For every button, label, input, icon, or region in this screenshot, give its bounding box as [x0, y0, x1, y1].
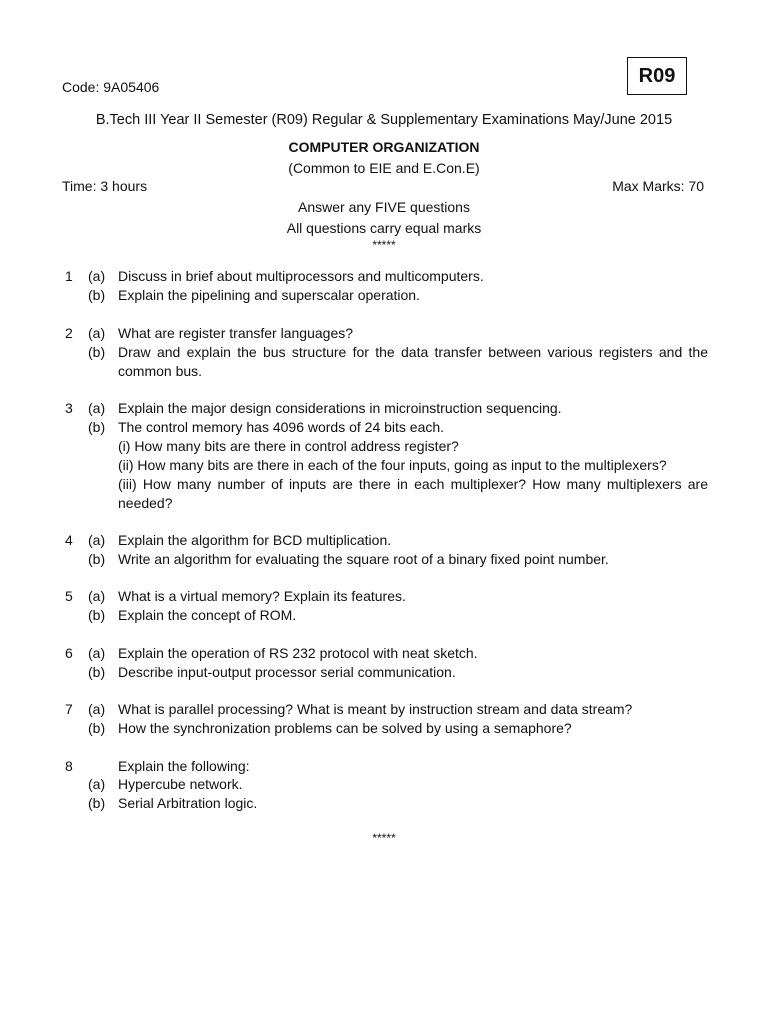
question-number: 6	[65, 645, 73, 661]
question-part-label: (b)	[88, 607, 106, 623]
sub-question-iii-continued: needed?	[118, 495, 173, 511]
question-number: 1	[65, 268, 73, 284]
question-text: Explain the algorithm for BCD multiplication.	[118, 532, 392, 548]
question-part-label: (b)	[88, 795, 106, 811]
instruction-answer-five: Answer any FIVE questions	[298, 199, 470, 215]
question-part-label: (a)	[88, 400, 106, 416]
question-part-label: (a)	[88, 645, 106, 661]
question-text: Serial Arbitration logic.	[118, 795, 258, 811]
subject-title: COMPUTER ORGANIZATION	[288, 139, 480, 155]
common-to-line: (Common to EIE and E.Con.E)	[288, 160, 480, 176]
question-part-label: (a)	[88, 588, 106, 604]
question-part-label: (b)	[88, 287, 106, 303]
question-intro: Explain the following:	[118, 758, 250, 774]
question-text: Explain the pipelining and superscalar operation.	[118, 287, 420, 303]
max-marks-label: Max Marks: 70	[612, 178, 704, 194]
regulation-badge: R09	[627, 57, 687, 95]
question-number: 5	[65, 588, 73, 604]
question-text: Explain the concept of ROM.	[118, 607, 297, 623]
question-part-label: (a)	[88, 701, 106, 717]
question-text: How the synchronization problems can be solved by using a semaphore?	[118, 720, 572, 736]
question-part-label: (a)	[88, 776, 106, 792]
question-number: 7	[65, 701, 73, 717]
question-text: Discuss in brief about multiprocessors and multicomputers.	[118, 268, 484, 284]
question-text: Write an algorithm for evaluating the square root of a binary fixed point number.	[118, 551, 609, 567]
question-text: What are register transfer languages?	[118, 325, 354, 341]
time-label: Time: 3 hours	[62, 178, 148, 194]
question-text: Describe input-output processor serial communication.	[118, 664, 456, 680]
footer-separator-stars: *****	[372, 831, 396, 845]
exam-code: Code: 9A05406	[62, 79, 160, 95]
question-number: 2	[65, 325, 73, 341]
question-number: 8	[65, 758, 73, 774]
question-part-label: (b)	[88, 664, 106, 680]
question-text: Hypercube network.	[118, 776, 243, 792]
question-number: 4	[65, 532, 73, 548]
question-text: Draw and explain the bus structure for the data transfer between various registers and the	[118, 344, 708, 360]
question-part-label: (b)	[88, 720, 106, 736]
question-part-label: (a)	[88, 532, 106, 548]
question-part-label: (a)	[88, 325, 106, 341]
header-separator-stars: *****	[372, 238, 396, 252]
sub-question-iii: (iii) How many number of inputs are there in each multiplexer? How many multiplexers are	[118, 476, 708, 492]
question-part-label: (b)	[88, 551, 106, 567]
question-text: Explain the operation of RS 232 protocol with neat sketch.	[118, 645, 478, 661]
sub-question-i: (i) How many bits are there in control address register?	[118, 438, 459, 454]
question-part-label: (b)	[88, 344, 106, 360]
question-text: What is a virtual memory? Explain its features.	[118, 588, 406, 604]
question-text: The control memory has 4096 words of 24 bits each.	[118, 419, 445, 435]
question-text: Explain the major design considerations in microinstruction sequencing.	[118, 400, 562, 416]
question-part-label: (b)	[88, 419, 106, 435]
question-number: 3	[65, 400, 73, 416]
question-text: What is parallel processing? What is meant by instruction stream and data stream?	[118, 701, 633, 717]
question-text-continued: common bus.	[118, 363, 203, 379]
sub-question-ii: (ii) How many bits are there in each of the four inputs, going as input to the multiplexers?	[118, 457, 667, 473]
question-part-label: (a)	[88, 268, 106, 284]
exam-title-line: B.Tech III Year II Semester (R09) Regular & Supplementary Examinations May/June 2015	[95, 112, 673, 128]
instruction-equal-marks: All questions carry equal marks	[286, 220, 482, 236]
